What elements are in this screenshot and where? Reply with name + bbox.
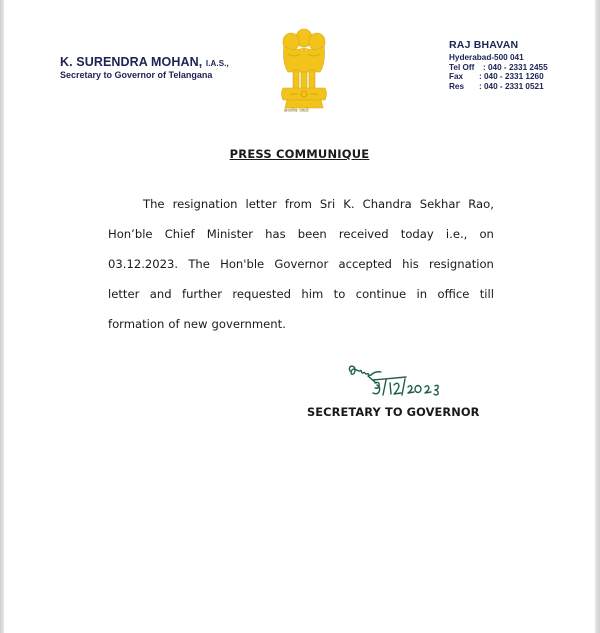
body-word: new	[183, 317, 208, 331]
body-word: further	[181, 287, 222, 301]
body-word: formation	[108, 317, 165, 331]
body-word: to	[333, 287, 346, 301]
body-word: requested	[232, 287, 291, 301]
body-word: in	[416, 287, 428, 301]
body-line	[108, 255, 494, 285]
contact-tel-off	[449, 63, 548, 73]
communique-body	[108, 195, 494, 345]
body-line	[108, 195, 494, 225]
body-word: him	[301, 287, 324, 301]
body-word: of	[168, 317, 180, 331]
address-block	[449, 39, 548, 91]
body-word: K.	[343, 197, 355, 211]
body-word: Minister	[206, 227, 254, 241]
body-word: letter	[108, 287, 140, 301]
signatory-title: SECRETARY TO GOVERNOR	[307, 405, 480, 419]
body-word: accepted	[338, 257, 392, 271]
contact-res	[449, 82, 548, 92]
body-word: continue	[355, 287, 407, 301]
contact-fax	[449, 72, 548, 82]
contact-value: : 040 - 2331 0521	[479, 81, 544, 91]
body-word: on	[479, 227, 494, 241]
contact-label: Tel Off	[449, 62, 475, 72]
body-word: till	[479, 287, 494, 301]
body-word: Sekhar	[419, 197, 461, 211]
body-word: Rao,	[468, 197, 494, 211]
body-word: been	[297, 227, 327, 241]
body-line	[108, 285, 494, 315]
body-word: 03.12.2023.	[108, 257, 179, 271]
body-word: Hon’ble	[108, 227, 153, 241]
body-word: and	[149, 287, 172, 301]
body-word: Chief	[164, 227, 195, 241]
body-word: government.	[211, 317, 286, 331]
body-word: resignation	[172, 197, 238, 211]
body-word: resignation	[428, 257, 494, 271]
body-word: letter	[245, 197, 277, 211]
contact-label: Res	[449, 81, 465, 91]
body-word: received	[338, 227, 389, 241]
handwritten-signature	[346, 363, 466, 399]
sender-name-text: K. SURENDRA MOHAN,	[60, 55, 203, 69]
body-word: Chandra	[362, 197, 412, 211]
sender-suffix: I.A.S.,	[205, 59, 229, 68]
body-word: today	[400, 227, 434, 241]
sender-block	[60, 55, 229, 80]
document-page	[4, 0, 595, 633]
body-word: has	[265, 227, 286, 241]
body-word: Hon'ble	[220, 257, 265, 271]
body-word: from	[284, 197, 312, 211]
body-line	[108, 225, 494, 255]
body-word: i.e.,	[445, 227, 468, 241]
page-edge-right	[595, 0, 600, 633]
body-line	[108, 315, 494, 345]
contact-label: Fax	[449, 72, 464, 82]
address-city: Hyderabad-500 041	[449, 53, 524, 62]
contact-value: : 040 - 2331 2455	[483, 62, 548, 72]
body-word: Sri	[319, 197, 336, 211]
sender-title: Secretary to Governor of Telangana	[60, 70, 213, 80]
emblem-motto: सत्यमेव जयते	[284, 108, 309, 114]
document-heading	[4, 145, 595, 163]
sender-name	[60, 55, 229, 69]
body-word: The	[143, 197, 165, 211]
heading-text: PRESS COMMUNIQUE	[229, 147, 370, 161]
body-word: Governor	[274, 257, 329, 271]
body-word: The	[188, 257, 210, 271]
contact-value: : 040 - 2331 1260	[479, 72, 544, 82]
body-word: office	[437, 287, 470, 301]
address-title: RAJ BHAVAN	[449, 39, 519, 51]
body-word: his	[402, 257, 419, 271]
